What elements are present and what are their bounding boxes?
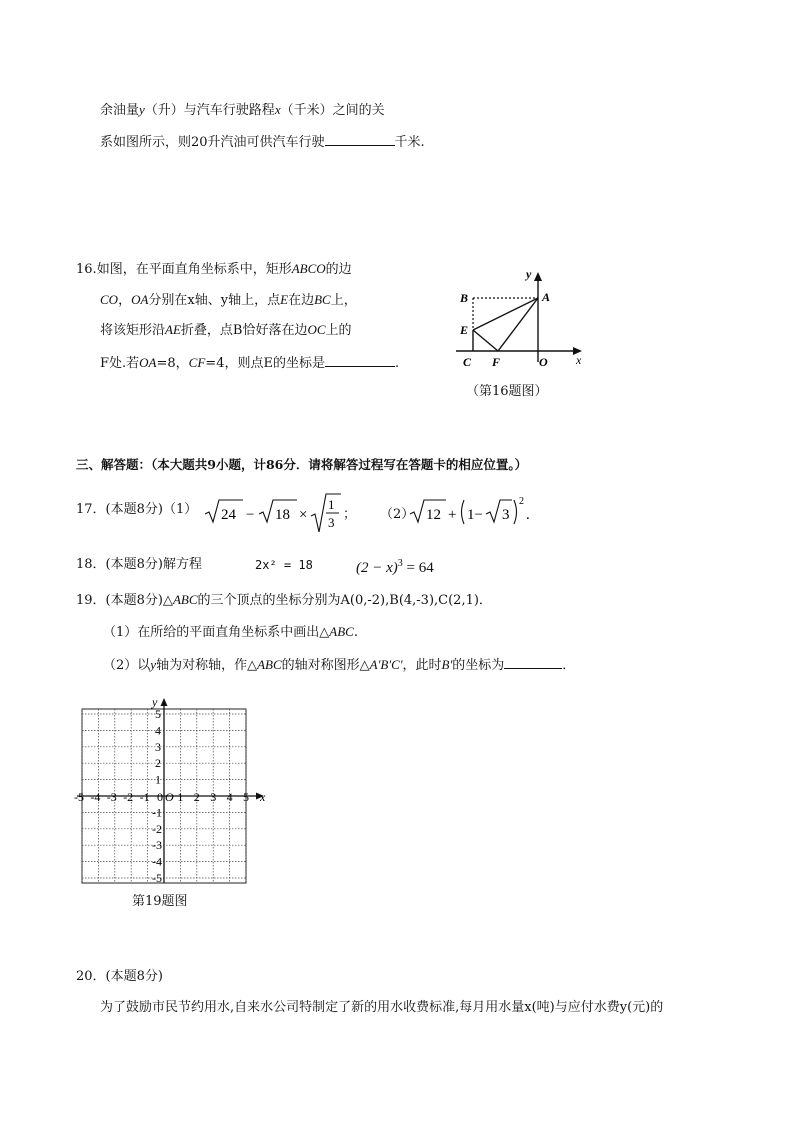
q16-caption: （第16题图）: [466, 384, 548, 399]
x-tick-label: 0: [157, 790, 163, 804]
q16-line4: F处.若OA=8，CF=4，则点E的坐标是 .: [100, 355, 400, 371]
label-A: A: [542, 290, 551, 304]
y-axis-arrow: [534, 272, 542, 281]
y-tick-label: -2: [152, 821, 162, 836]
q18-equation-1: 2x² = 18: [255, 558, 313, 572]
q19-coordinate-grid[interactable]: [74, 690, 272, 885]
origin-label: O: [165, 790, 174, 804]
x-axis-label: x: [260, 790, 266, 804]
svg-text:.: .: [526, 507, 530, 523]
x-tick-label: -1: [139, 790, 150, 804]
y-tick-label: -1: [152, 805, 162, 820]
q20-text: 为了鼓励市民节约用水,自来水公司特制定了新的用水收费标准,每月用水量x(吨)与应付水费y(元)的: [100, 1000, 664, 1015]
label-y: y: [526, 267, 532, 281]
y-tick-label: -3: [152, 838, 162, 853]
y-tick-label: 3: [155, 739, 161, 754]
q17-part2-label: （2）: [380, 507, 415, 522]
label-B: B: [460, 291, 469, 305]
y-axis-arrow: [161, 698, 168, 706]
svg-text:−: −: [246, 507, 255, 523]
q20-label: 20．(本题8分): [76, 969, 163, 984]
q16-figure: [450, 262, 590, 372]
svg-text:3: 3: [328, 515, 335, 530]
q19-sub2: （2）以y轴为对称轴，作△ABC的轴对称图形△A'B'C'，此时B'的坐标为 ．: [103, 657, 576, 673]
section-3-title: 三、解答题：（本大题共9小题，计86分．请将解答过程写在答题卡的相应位置。）: [76, 457, 528, 472]
q17-expression-1: [203, 492, 343, 536]
x-tick-label: 3: [210, 790, 217, 804]
y-tick-label: 5: [155, 707, 161, 721]
svg-text:×: ×: [299, 507, 308, 523]
y-tick-label: -5: [152, 871, 162, 885]
x-tick-label: 1: [177, 790, 184, 804]
x-tick-label: 2: [193, 790, 200, 804]
x-tick-label: 5: [243, 790, 249, 804]
label-O: O: [539, 355, 548, 369]
segment-EF: [473, 330, 498, 351]
x-tick-label: -3: [106, 790, 117, 804]
segment-FA: [498, 298, 538, 351]
label-F: F: [492, 355, 501, 369]
x-tick-label: -4: [90, 790, 101, 804]
answer-blank-q19[interactable]: [504, 656, 562, 669]
q16-line1: 16.如图，在平面直角坐标系中，矩形ABCO的边: [76, 261, 352, 277]
q19-caption: 第19题图: [132, 894, 188, 909]
y-tick-label: 4: [155, 723, 161, 738]
svg-text:2: 2: [519, 496, 524, 507]
q19-line1: 19．(本题8分)△ABC的三个顶点的坐标分别为A(0,-2),B(4,-3),C(2,1)．: [76, 592, 492, 608]
svg-text:1−: 1−: [467, 507, 483, 523]
svg-text:3: 3: [502, 507, 510, 523]
q15-line2: 系如图所示，则20升汽油可供汽车行驶 千米.: [100, 135, 425, 150]
label-E: E: [460, 323, 469, 337]
segment-EA: [473, 298, 538, 330]
q17: 17．(本题8分)（1）: [76, 502, 198, 517]
label-x: x: [576, 353, 582, 367]
q17-semicolon: ；: [343, 507, 357, 522]
x-tick-label: -5: [74, 790, 84, 804]
q16-line2: CO，OA分别在x轴、y轴上，点E在边BC上，: [100, 292, 357, 308]
x-tick-label: 4: [226, 790, 233, 804]
y-tick-label: 2: [155, 756, 161, 771]
y-tick-label: -4: [152, 854, 162, 869]
label-C: C: [463, 355, 472, 369]
q17-expression-2: [408, 492, 533, 532]
svg-text:18: 18: [275, 507, 290, 523]
answer-blank-q16[interactable]: [325, 354, 395, 367]
q15-line1: 余油量y（升）与汽车行驶路程x（千米）之间的关: [100, 102, 385, 118]
svg-text:1: 1: [328, 497, 335, 512]
svg-text:24: 24: [221, 507, 236, 523]
q18: 18．(本题8分)解方程: [76, 557, 202, 572]
answer-blank-q15[interactable]: [325, 133, 395, 146]
q16-line3: 将该矩形沿AE折叠，点B恰好落在边OC上的: [100, 322, 352, 338]
svg-text:+: +: [448, 507, 457, 523]
q19-sub1: （1）在所给的平面直角坐标系中画出△ABC.: [103, 624, 358, 640]
y-axis-label: y: [152, 695, 158, 709]
q18-equation-2: $(2 - x)^3 = 64$: [356, 558, 434, 576]
svg-text:12: 12: [426, 507, 441, 523]
y-tick-label: 1: [155, 772, 161, 787]
x-tick-label: -2: [123, 790, 134, 804]
